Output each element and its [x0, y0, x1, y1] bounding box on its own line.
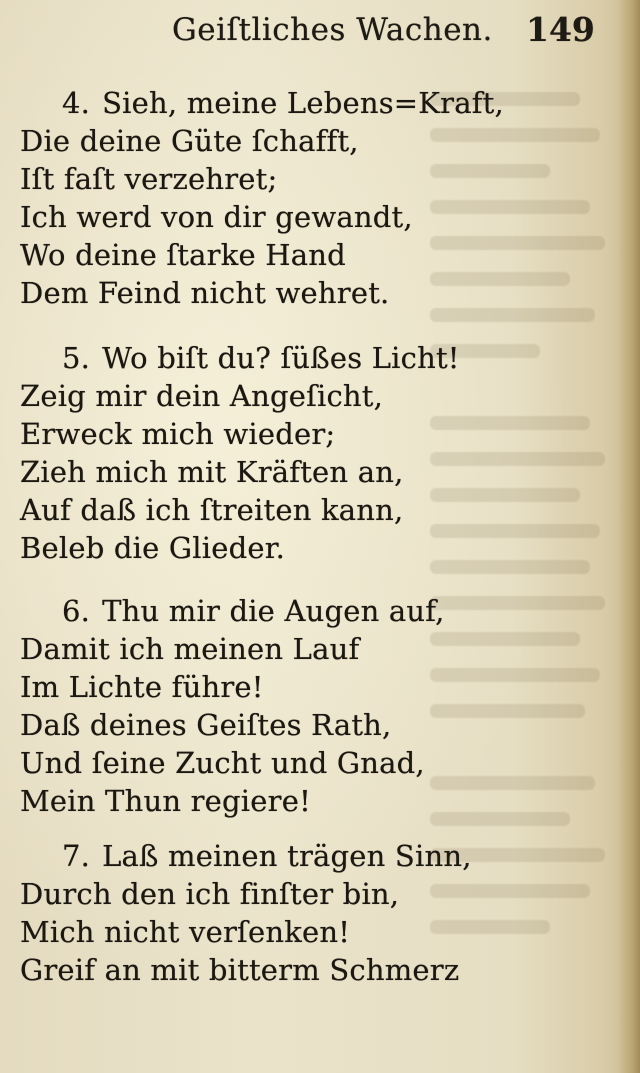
stanza-number: 7. — [62, 839, 91, 873]
line-text: Sieh, meine Lebens=Kraft, — [102, 86, 504, 120]
stanza-line: Und ſeine Zucht und Gnad, — [20, 746, 425, 780]
stanza-line: Die deine Güte ſchafft, — [20, 124, 359, 158]
stanza-line — [20, 339, 460, 377]
stanza-line: Mich nicht verſenken! — [20, 915, 351, 949]
page-header — [0, 0, 640, 80]
stanza-line: Zeig mir dein Angeſicht, — [20, 379, 384, 413]
line-text: Wo biſt du? ſüßes Licht! — [102, 341, 460, 375]
stanza-line: Mein Thun regiere! — [20, 784, 311, 818]
stanza-line: Dem Feind nicht wehret. — [20, 276, 390, 310]
stanza-number: 5. — [62, 341, 91, 375]
running-title: Geiſtliches Wachen. — [172, 12, 493, 48]
stanza-line — [20, 837, 472, 875]
stanza-line: Damit ich meinen Lauf — [20, 632, 360, 666]
page-edge-shadow — [618, 0, 640, 1073]
line-text: Thu mir die Augen auf, — [102, 594, 445, 628]
stanza-line: Zieh mich mit Kräften an, — [20, 455, 404, 489]
stanza-7 — [20, 837, 472, 989]
stanza-line: Auf daß ich ſtreiten kann, — [20, 493, 404, 527]
page-number: 149 — [526, 10, 595, 49]
stanza-line: Im Lichte führe! — [20, 670, 264, 704]
stanza-line: Ich werd von dir gewandt, — [20, 200, 413, 234]
stanza-line — [20, 84, 504, 122]
stanza-line — [20, 592, 460, 630]
stanza-5 — [20, 339, 460, 567]
stanza-line: Greif an mit bitterm Schmerz — [20, 953, 460, 987]
stanza-number: 6. — [62, 594, 91, 628]
stanza-line: Wo deine ſtarke Hand — [20, 238, 346, 272]
stanza-line: Beleb die Glieder. — [20, 531, 286, 565]
stanza-6 — [20, 592, 460, 820]
stanza-line: Iſt faſt verzehret; — [20, 162, 278, 196]
stanza-line: Daß deines Geiſtes Rath, — [20, 708, 392, 742]
stanza-4 — [20, 84, 504, 312]
line-text: Laß meinen trägen Sinn, — [102, 839, 472, 873]
stanza-line: Erweck mich wieder; — [20, 417, 336, 451]
stanza-number: 4. — [62, 86, 91, 120]
stanza-line: Durch den ich finſter bin, — [20, 877, 400, 911]
